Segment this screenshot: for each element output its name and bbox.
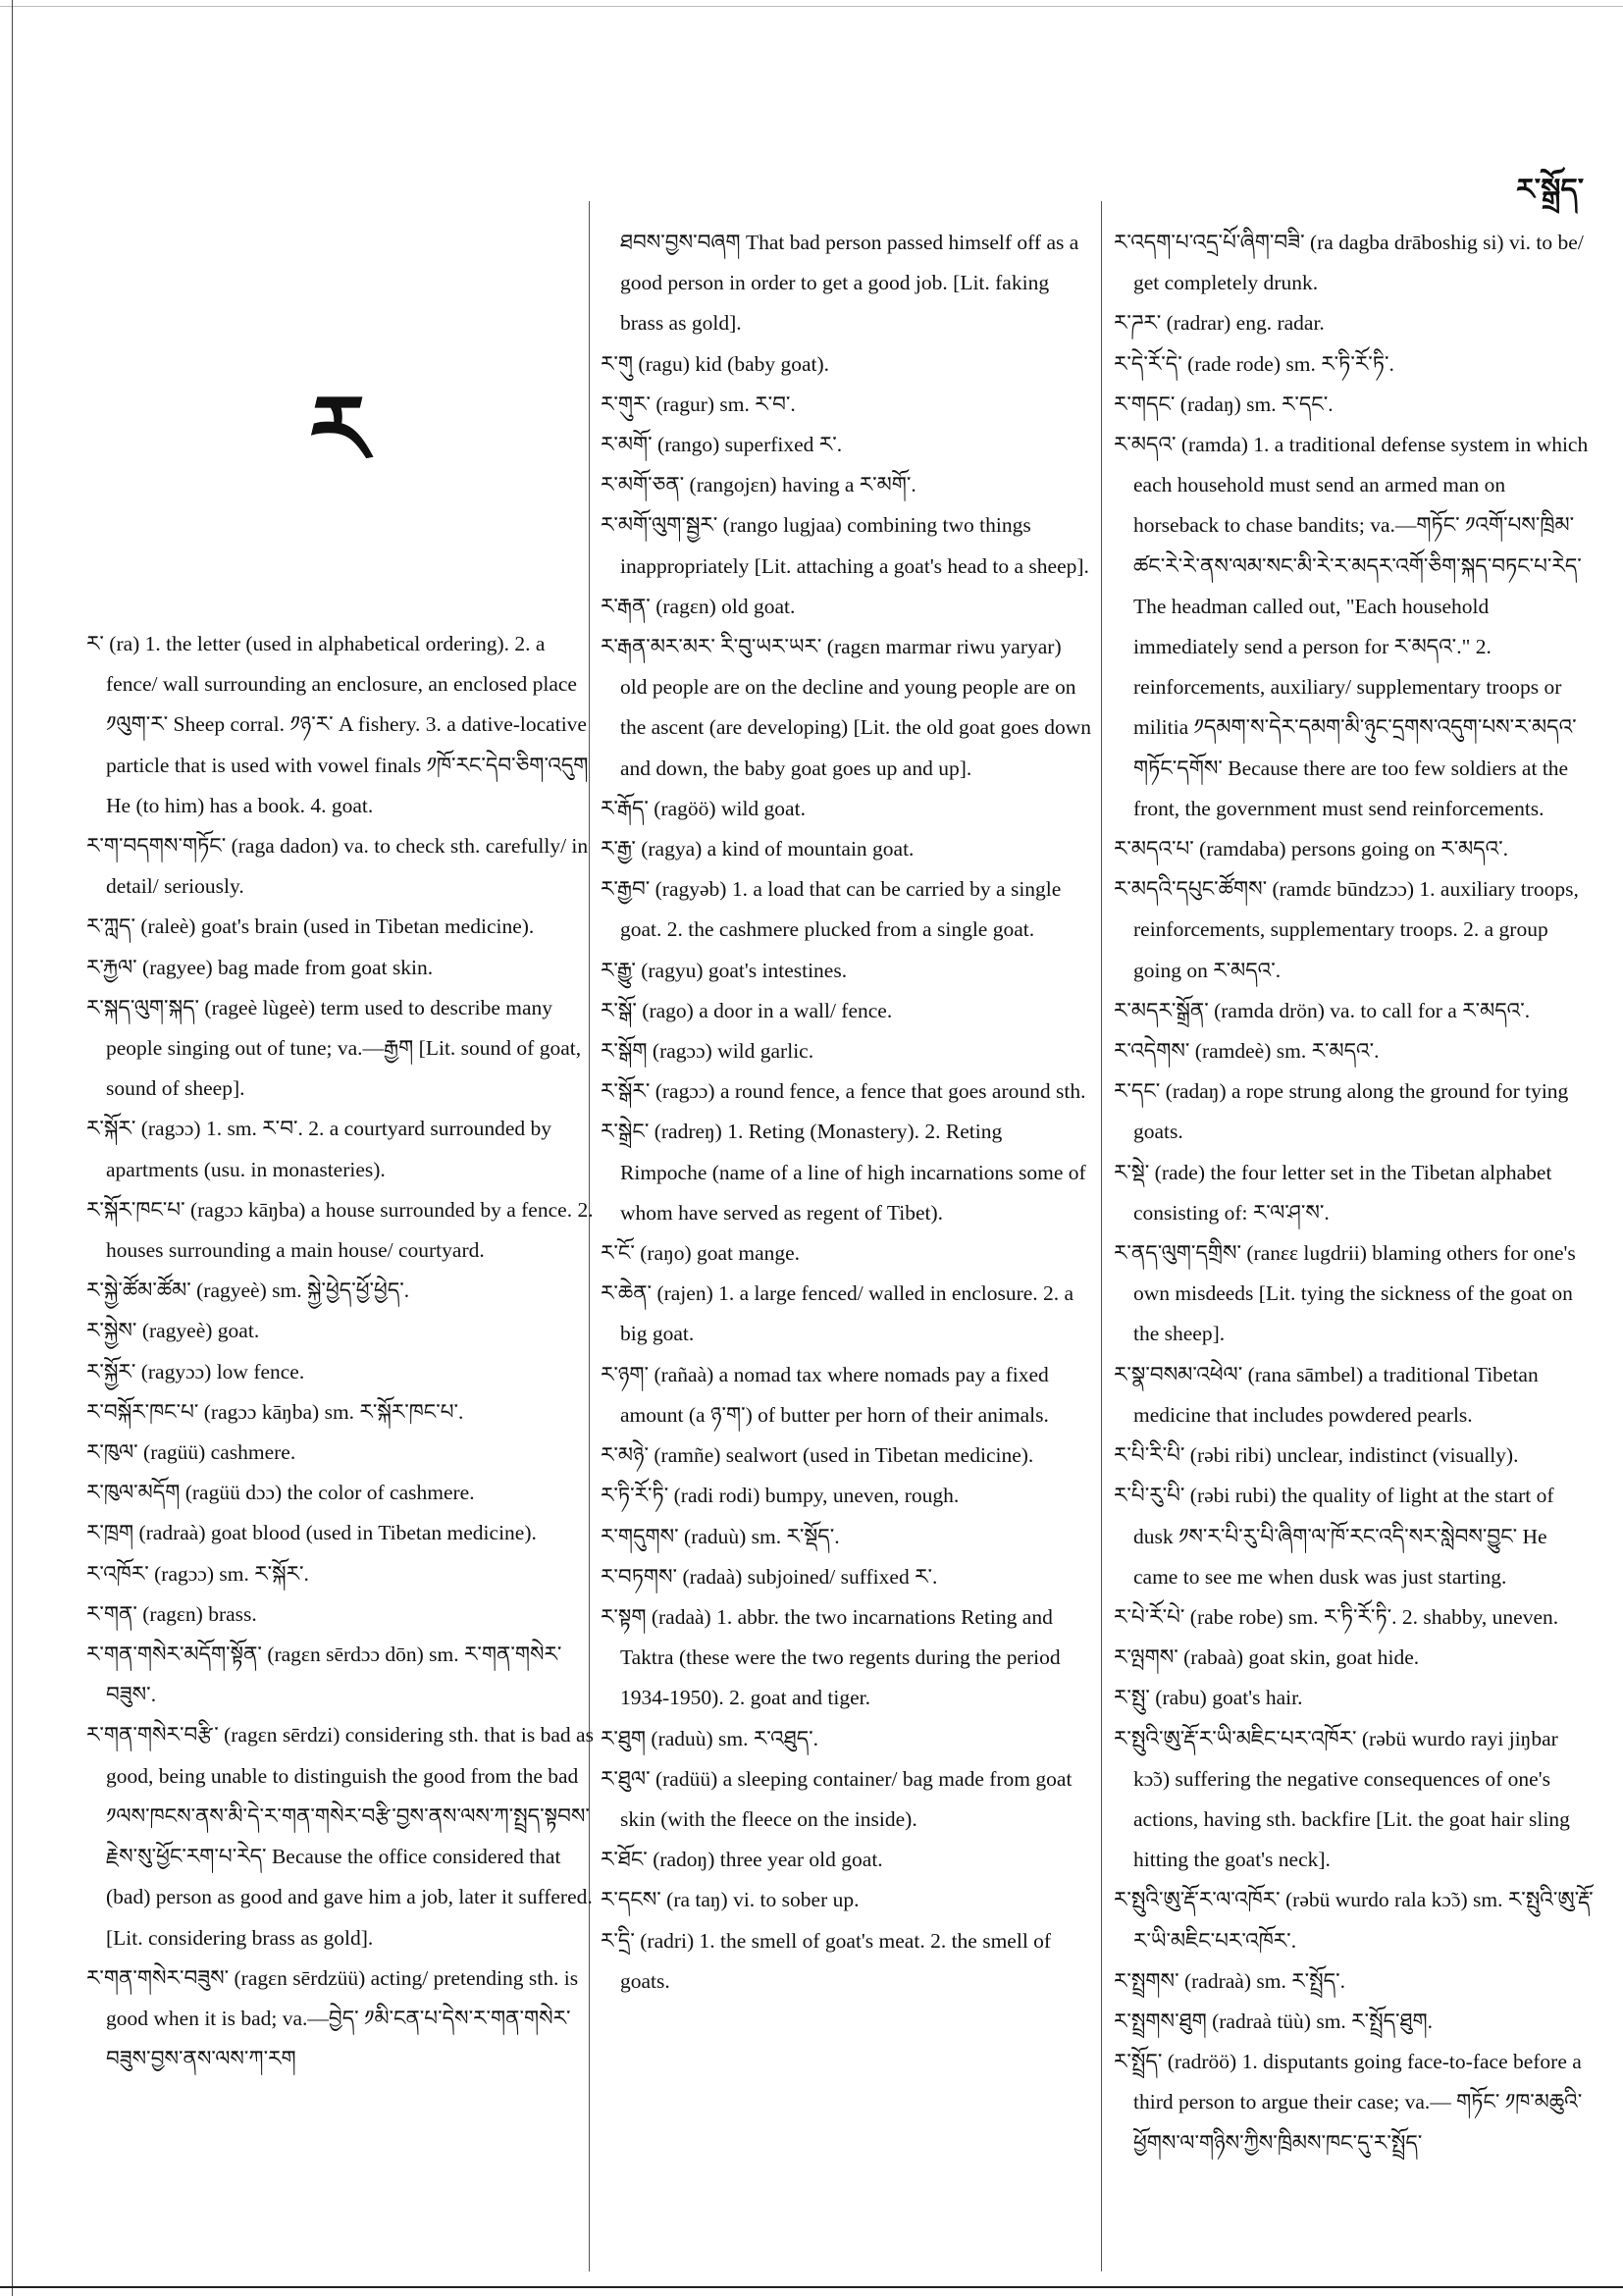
dictionary-entry: ར་ (ra) 1. the letter (used in alphabetical ordering). 2. a fence/ wall surrounding an enclosure, an enclosed place ༡ལུག་ར་ Sheep corral. ༡ཉ་ར་ A fishery. 3. a dative-locative particle that is used with vowel finals ༡ཁོ་རང་དེབ་ཅིག་འདུག He (to him) has a book. 4. goat. (86, 632, 589, 817)
dictionary-entry: ར་སྒྲེང་ (radreŋ) 1. Reting (Monastery). 2. Reting Rimpoche (name of a line of high incarnations some of whom have served as regent of Tibet). (601, 1120, 1086, 1225)
dictionary-entry: ར་བཏགས་ (radaà) subjoined/ suffixed ར་. (601, 1564, 938, 1589)
dictionary-entry: ར་མདའི་དཔུང་ཚོགས་ (ramdɛ būndzɔɔ) 1. auxiliary troops, reinforcements, supplementary troops. 2. a group going on ར་མདའ་. (1114, 877, 1579, 982)
dictionary-entry: ར་སྤུའི་ཨུ་རྡོ་ར་ཡི་མཇིང་པར་འཁོར་ (rəbü wurdo rayi jiŋbar kɔ̃ɔ) suffering the negative consequences of one's actions, having sth. backfire [Lit. the goat hair sling hitting the goat's neck]. (1114, 1726, 1570, 1872)
dictionary-entry: ར་སྤྲགས་ (radraà) sm. ར་སྤྲོད་. (1114, 1968, 1345, 1993)
dictionary-entry: ར་བསྐོར་ཁང་པ་ (ragɔɔ kāŋba) sm. ར་སྐོར་ཁང་པ་. (86, 1399, 464, 1424)
dictionary-entry: ར་སྒོར་ (ragɔɔ) a round fence, a fence that goes around sth. (601, 1079, 1086, 1104)
dictionary-entry: ར་ག་བདགས་གཏོང་ (raga dadon) va. to check sth. carefully/ in detail/ seriously. (86, 834, 589, 899)
dictionary-entry: ར་ཁུལ་ (ragüü) cashmere. (86, 1440, 296, 1465)
dictionary-entry: ར་རྒོད་ (ragöö) wild goat. (601, 796, 806, 820)
dictionary-entry: ར་པི་རུ་པི་ (rəbi rubi) the quality of light at the start of dusk ༡ས་ར་པི་རུ་པི་ཞིག་ལ་ཁོ་རང་འདི་སར་སླེབས་བྱུང་ He came to see me when dusk was just starting. (1114, 1484, 1554, 1589)
column-3 (1114, 223, 1595, 2164)
dictionary-entry: ར་གུར་ (ragur) sm. ར་བ་. (601, 391, 796, 416)
dictionary-entry: ར་རྒན་མར་མར་ རི་བུ་ཡར་ཡར་ (ragɛn marmar riwu yaryar) old people are on the decline and young people are on the ascent (are developing) [Lit. the old goat goes down and down, the baby goat goes up and up]. (601, 635, 1092, 780)
dictionary-entry: ར་མདར་སྒྲོན་ (ramda drön) va. to call for a ར་མདའ་. (1114, 998, 1531, 1022)
dictionary-entry: ར་གན་གསེར་བཟུས་ (ragɛn sērdzüü) acting/ pretending sth. is good when it is bad; va.—བྱེད་ ༡མི་ངན་པ་དེས་ར་གན་གསེར་བཟུས་བྱས་ནས་ལས་ཀ་རག (86, 1965, 579, 2071)
dictionary-entry: ར་གན་ (ragɛn) brass. (86, 1601, 257, 1626)
left-margin-rule (12, 0, 13, 2296)
dictionary-entry: ར་སྐྱེས་ (ragyeè) goat. (86, 1319, 260, 1343)
dictionary-entry: ར་མདའ་པ་ (ramdaba) persons going on ར་མདའ་. (1114, 837, 1509, 861)
dictionary-entry: ར་པི་རི་པི་ (rəbi ribi) unclear, indistinct (visually). (1114, 1443, 1519, 1468)
running-head: ར་སྒྲོད་ (1516, 173, 1584, 207)
dictionary-entry: ར་གདུགས་ (raduù) sm. ར་སྡོད་. (601, 1524, 840, 1548)
column-2 (601, 223, 1091, 2002)
dictionary-entry: ར་དངས་ (ra taŋ) vi. to sober up. (601, 1888, 860, 1912)
column-1 (86, 624, 599, 2079)
dictionary-entry: ར་པེ་རོ་པེ་ (rabe robe) sm. ར་ཏི་རོ་ཏི་. 2. shabby, uneven. (1114, 1604, 1559, 1629)
dictionary-entry: ར་མཉེ་ (ramñe) sealwort (used in Tibetan medicine). (601, 1443, 1034, 1468)
dictionary-entry: ར་རྐྱལ་ (ragyee) bag made from goat skin. (86, 955, 434, 979)
dictionary-entry: ར་སྐོར་ (ragɔɔ) 1. sm. ར་བ་. 2. a courtyard surrounded by apartments (usu. in monasteries). (86, 1117, 552, 1181)
dictionary-entry: ར་སྤྲོད་ (radröö) 1. disputants going face-to-face before a third person to argue their case; va.— གཏོང་ ༡ཁ་མཆུའི་ཕྱོགས་ལ་གཉིས་ཀྱིས་ཁྲིམས་ཁང་དུ་ར་སྤྲོད་ (1114, 2050, 1583, 2155)
dictionary-entry: ར་སྤུ་ (rabu) goat's hair. (1114, 1686, 1303, 1710)
dictionary-entry: ར་ཁུལ་མདོག (ragüü dɔɔ) the color of cashmere. (86, 1481, 475, 1505)
dictionary-entry: ར་ཐོང་ (radoŋ) three year old goat. (601, 1848, 883, 1872)
dictionary-entry: ར་ཀླད་ (raleè) goat's brain (used in Tibetan medicine). (86, 914, 535, 939)
dictionary-entry: ར་འཁོར་ (ragɔɔ) sm. ར་སྐོར་. (86, 1561, 309, 1586)
dictionary-entry: ར་དྲི་ (radri) 1. the smell of goat's meat. 2. the smell of goats. (601, 1928, 1052, 1993)
dictionary-entry: ར་སྒོ་ (rago) a door in a wall/ fence. (601, 998, 893, 1022)
dictionary-entry: ར་མགོ་ལུག་སྦྱར་ (rango lugjaa) combining two things inappropriately [Lit. attaching a goat's head to a sheep]. (601, 513, 1089, 578)
dictionary-entry: ར་སྤུའི་ཨུ་རྡོ་ར་ལ་འཁོར་ (rəbü wurdo rala kɔ̃ɔ) sm. ར་སྤུའི་ཨུ་རྡོ་ར་ཡི་མཇིང་པར་འཁོར་. (1114, 1888, 1594, 1953)
dictionary-entry: ར་དང་ (radaŋ) a rope strung along the ground for tying goats. (1114, 1079, 1569, 1144)
dictionary-entry: ཐབས་བྱས་བཞག That bad person passed himself off as a good person in order to get a good job. [Lit. faking brass as gold]. (620, 231, 1079, 336)
dictionary-entry: ར་ཉག་ (rañaà) a nomad tax where nomads pay a fixed amount (a ཉ་ག་) of butter per horn of their animals. (601, 1362, 1049, 1427)
dictionary-entry: ར་གན་གསེར་བརྩི་ (ragɛn sērdzi) considering sth. that is bad as good, being unable to distinguish the good from the bad ༡ལས་ཁངས་ནས་མི་དེ་ར་གན་གསེར་བརྩི་བྱས་ནས་ལས་ཀ་སྤྲད་སྟབས་རྗེས་སུ་ཕྱོང་རག་པ་རེད་ Because the office considered that (bad) person as good and gave him a job, later it suffered. [Lit. considering brass as gold]. (86, 1723, 594, 1950)
dictionary-entry: ར་རྒན་ (ragɛn) old goat. (601, 594, 796, 618)
dictionary-entry: ར་སྐྱོར་ (ragyɔɔ) low fence. (86, 1359, 305, 1383)
dictionary-entry: ར་སྟག (radaà) 1. abbr. the two incarnations Reting and Taktra (these were the two regents during the period 1934-1950). 2. goat and tiger. (601, 1604, 1061, 1710)
dictionary-entry: ར་ངོ་ (raŋo) goat mange. (601, 1241, 801, 1266)
dictionary-entry: ར་འདེགས་ (ramdeè) sm. ར་མདའ་. (1114, 1039, 1380, 1064)
dictionary-entry: ར་སྐྱེ་ཚོམ་ཚོམ་ (ragyeè) sm. སྐྱེ་ཕྱེད་ཕྱོ་ཕྱེད་. (86, 1278, 410, 1303)
dictionary-entry: ར་གན་གསེར་མདོག་སྟོན་ (ragɛn sērdɔɔ dōn) sm. ར་གན་གསེར་བཟུས་. (86, 1643, 562, 1707)
dictionary-entry: ར་གུ (ragu) kid (baby goat). (601, 351, 830, 376)
dictionary-entry: ར་གདང་ (radaŋ) sm. ར་དང་. (1114, 391, 1334, 416)
bottom-rule (0, 2286, 1623, 2288)
section-letter: ར (309, 374, 368, 485)
dictionary-entry: ར་མགོ་ཅན་ (rangojɛn) having a ར་མགོ་. (601, 473, 916, 497)
dictionary-entry: ར་ཌར་ (radrar) eng. radar. (1114, 311, 1325, 336)
top-rule (0, 6, 1623, 7)
dictionary-entry: ར་ནད་ལུག་དགྲིས་ (ranɛɛ lugdrii) blaming others for one's own misdeeds [Lit. tying the sickness of the goat on the sheep]. (1114, 1241, 1576, 1346)
dictionary-entry: ར་རྒྱབ་ (ragyəb) 1. a load that can be carried by a single goat. 2. the cashmere plucked from a single goat. (601, 877, 1062, 942)
dictionary-entry: ར་མདའ་ (ramda) 1. a traditional defense system in which each household must send an armed man on horseback to chase bandits; va.—གཏོང་ ༡འགོ་པས་ཁྲིམ་ཚང་རེ་རེ་ནས་ལམ་སང་མི་རེ་ར་མདར་འགོ་ཅིག་སྐད་བཏང་པ་རེད་ The headman called out, "Each household immediately send a person for ར་མདའ་." 2. reinforcements, auxiliary/ supplementary troops or militia ༡དམག་ས་དེར་དམག་མི་ཉུང་དྲགས་འདུག་པས་ར་མདའ་གཏོང་དགོས་ Because there are too few soldiers at the front, the government must send reinforcements. (1114, 433, 1589, 820)
dictionary-entry: ར་ཁྲག (radraà) goat blood (used in Tibetan medicine). (86, 1521, 537, 1545)
dictionary-entry: ར་སྐད་ལུག་སྐད་ (rageè lùgeè) term used to describe many people singing out of tune; va.—རྒྱག [Lit. sound of goat, sound of sheep]. (86, 995, 582, 1101)
dictionary-entry: ར་སྒོག (ragɔɔ) wild garlic. (601, 1039, 814, 1064)
dictionary-entry: ར་སྡེ་ (rade) the four letter set in the Tibetan alphabet consisting of: ར་ལ་ཤ་ས་. (1114, 1160, 1552, 1225)
dictionary-entry: ར་སྤྲགས་ཐུག (radraà tüù) sm. ར་སྤྲོད་ཐུག. (1114, 2009, 1434, 2033)
dictionary-entry: ར་ལྤགས་ (rabaà) goat skin, goat hide. (1114, 1645, 1420, 1670)
dictionary-entry: ར་སྐོར་ཁང་པ་ (ragɔɔ kāŋba) a house surrounded by a fence. 2. houses surrounding a main house/ courtyard. (86, 1197, 594, 1263)
dictionary-entry: ར་རྒྱ་ (ragya) a kind of mountain goat. (601, 837, 915, 861)
dictionary-entry: ར་ཐུལ་ (radüü) a sleeping container/ bag made from goat skin (with the fleece on the inside). (601, 1766, 1073, 1831)
dictionary-entry: ར་འདག་པ་འདྲ་པོ་ཞིག་བཟི་ (ra dagba drāboshig si) vi. to be/ get completely drunk. (1114, 231, 1584, 295)
dictionary-entry: ར་དེ་རོ་དེ་ (rade rode) sm. ར་ཏི་རོ་ཏི་. (1114, 351, 1394, 376)
dictionary-entry: ར་ཐུག (raduù) sm. ར་འཐུད་. (601, 1726, 819, 1750)
dictionary-entry: ར་སྣ་བསམ་འཕེལ་ (rana sāmbel) a traditional Tibetan medicine that includes powdered pearls. (1114, 1362, 1539, 1427)
dictionary-entry: ར་ཆེན་ (rajen) 1. a large fenced/ walled in enclosure. 2. a big goat. (601, 1281, 1074, 1346)
dictionary-entry: ར་རྒྱུ་ (ragyu) goat's intestines. (601, 958, 848, 982)
dictionary-entry: ར་མགོ་ (rango) superfixed ར་. (601, 433, 843, 457)
dictionary-entry: ར་ཏི་རོ་ཏི་ (radi rodi) bumpy, uneven, rough. (601, 1484, 960, 1508)
column-divider-2 (1101, 201, 1102, 2271)
